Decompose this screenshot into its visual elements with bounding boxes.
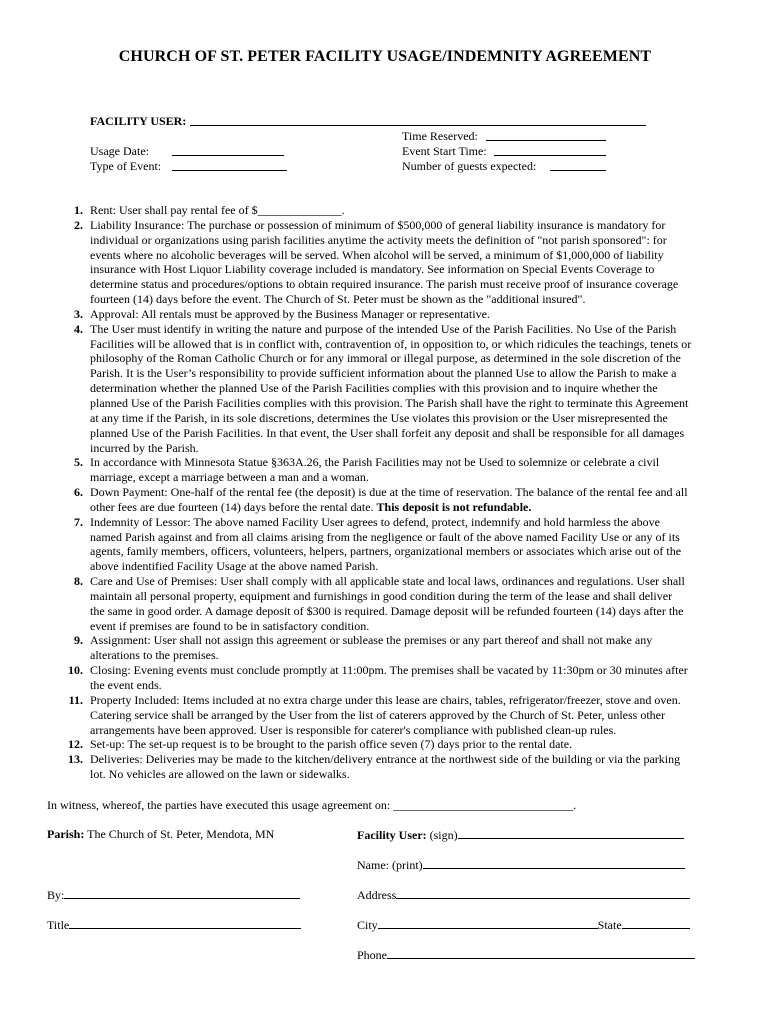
term-text: Liability Insurance: The purchase or possession of minimum of $500,000 of general liability insurance is mandatory for bbox=[90, 217, 666, 232]
term-text: determination whether the planned Use of the Parish Facilities complies with this provision and to inquire whether the bbox=[90, 381, 658, 396]
term-number: 12. bbox=[68, 737, 83, 752]
term-item bbox=[59, 574, 729, 633]
witness-statement: In witness, whereof, the parties have executed this usage agreement on: ______________________________. bbox=[47, 798, 577, 812]
address-field[interactable] bbox=[396, 887, 690, 899]
term-text: Indemnity of Lessor: The above named Facility User agrees to defend, protect, indemnify and hold harmless the above bbox=[90, 514, 660, 529]
term-text: marriage, except a marriage between a man and a woman. bbox=[90, 470, 369, 485]
term-text: Facilities will be allowed that is in conflict with, contravention of, in opposition to, or which ridicules the teachings, tenets or bbox=[90, 336, 692, 351]
by-line bbox=[47, 887, 300, 903]
term-text: incurred by the Parish. bbox=[90, 440, 199, 455]
address-label: Address bbox=[357, 888, 397, 902]
term-line bbox=[90, 633, 729, 648]
term-text: the event ends. bbox=[90, 678, 162, 692]
time-reserved-field[interactable] bbox=[486, 129, 606, 145]
term-line bbox=[90, 604, 729, 619]
term-line bbox=[90, 322, 729, 337]
term-line bbox=[90, 723, 729, 738]
term-line bbox=[90, 337, 729, 352]
title-line bbox=[47, 917, 301, 933]
event-start-time-label: Event Start Time: bbox=[402, 144, 487, 158]
state-label: State bbox=[597, 918, 622, 932]
term-text: Deliveries: Deliveries may be made to the kitchen/delivery entrance at the northwest side of the building or via the parking bbox=[90, 752, 681, 767]
term-line bbox=[90, 485, 729, 500]
term-line bbox=[90, 530, 729, 545]
term-text: above indentified Facility Usage at the above named Parish. bbox=[90, 559, 379, 574]
name-print-line bbox=[357, 857, 685, 873]
title-field[interactable] bbox=[69, 917, 301, 929]
term-text: Rent: User shall pay rental fee of $______________. bbox=[90, 203, 345, 217]
term-item bbox=[59, 485, 729, 515]
term-item bbox=[59, 455, 729, 485]
term-number: 13. bbox=[68, 752, 83, 767]
time-reserved-label: Time Reserved: bbox=[402, 129, 478, 143]
term-number: 1. bbox=[74, 203, 83, 217]
term-text: planned Use of the Parish Facilities complies with this provision. The Parish shall have the right to terminate this Agreement bbox=[90, 395, 689, 410]
term-line bbox=[90, 767, 729, 782]
term-item bbox=[59, 737, 729, 752]
term-line bbox=[90, 737, 729, 752]
term-line bbox=[90, 693, 729, 708]
term-item bbox=[59, 322, 729, 456]
term-text: planned Use of the Parish Facilities. In that event, the User shall forfeit any deposit and shall be responsible for all damages bbox=[90, 425, 685, 440]
type-of-event-field[interactable] bbox=[172, 159, 287, 175]
term-item bbox=[59, 633, 729, 663]
term-number: 8. bbox=[74, 574, 83, 589]
usage-date-field[interactable] bbox=[172, 144, 284, 160]
term-text: Approval: All rentals must be approved by the Business Manager or representative. bbox=[90, 306, 490, 321]
terms-list bbox=[59, 203, 729, 782]
type-of-event-label: Type of Event: bbox=[90, 159, 162, 173]
term-text: Assignment: User shall not assign this agreement or sublease the premises or any part thereof and shall not make any bbox=[90, 633, 653, 648]
term-item bbox=[59, 515, 729, 574]
term-line bbox=[90, 619, 729, 634]
term-number: 6. bbox=[74, 485, 83, 500]
title-label: Title bbox=[47, 918, 70, 932]
term-text: In accordance with Minnesota Statue §363A.26, the Parish Facilities may not be Used to solemnize or celebrate a civil bbox=[90, 455, 660, 470]
term-line bbox=[90, 559, 729, 574]
term-line bbox=[90, 248, 729, 263]
term-text: other fees are due fourteen (14) days before the rental date. bbox=[90, 499, 374, 514]
term-line bbox=[90, 441, 729, 456]
term-text: philosophy of the Roman Catholic Church or for any immoral or illegal purpose, as determined in the sole discretion of the bbox=[90, 351, 681, 366]
facility-user-field[interactable] bbox=[190, 114, 646, 130]
term-line bbox=[90, 470, 729, 485]
term-text: Closing: Evening events must conclude promptly at 11:00pm. The premises shall be vacated by 11:30pm or 30 minutes after bbox=[90, 663, 688, 678]
term-item bbox=[59, 752, 729, 782]
facility-user-sign-hint: (sign) bbox=[429, 828, 458, 842]
phone-field[interactable] bbox=[387, 947, 695, 959]
city-state-line bbox=[357, 917, 690, 933]
term-line bbox=[90, 663, 729, 678]
term-line bbox=[90, 307, 729, 322]
term-line bbox=[90, 500, 729, 515]
term-line bbox=[90, 277, 729, 292]
by-label: By: bbox=[47, 888, 65, 902]
term-text: at any time if the Parish, in its sole discretions, determines the Use violates this provision or the User misrepresented the bbox=[90, 410, 668, 425]
term-text: Down Payment: One-half of the rental fee (the deposit) is due at the time of reservation. The balance of the rental fee and all bbox=[90, 485, 688, 500]
city-field[interactable] bbox=[378, 917, 598, 929]
term-number: 10. bbox=[68, 663, 83, 678]
term-bold-note: This deposit is not refundable. bbox=[376, 499, 532, 514]
term-line bbox=[90, 752, 729, 767]
term-item bbox=[59, 693, 729, 738]
state-field[interactable] bbox=[622, 917, 690, 929]
term-line bbox=[90, 515, 729, 530]
term-text: Parish. It is the User’s responsibility to provide sufficient information about the planned Use to allow the Parish to make a bbox=[90, 366, 677, 381]
phone-line bbox=[357, 947, 695, 963]
term-text: fourteen (14) days before the event. The Church of St. Peter must be shown as the "additional insured". bbox=[90, 292, 586, 307]
term-line bbox=[90, 381, 729, 396]
term-text: maintain all personal property, equipment and furnishings in good condition during the term of the lease and shall deliver bbox=[90, 588, 673, 603]
guests-expected-field[interactable] bbox=[550, 159, 606, 175]
term-text: agents, family members, officers, volunteers, helpers, partners, organizational members or associates which arise out of the bbox=[90, 544, 682, 559]
term-line bbox=[90, 411, 729, 426]
address-line bbox=[357, 887, 690, 903]
term-text: Catering service shall be arranged by the User from the list of caterers approved by the Church of St. Peter, unless other bbox=[90, 707, 666, 722]
term-line bbox=[90, 262, 729, 277]
term-text: individual or organizations using parish facilities anytime the activity meets the definition of "not parish sponsored": for bbox=[90, 232, 667, 247]
term-line bbox=[90, 455, 729, 470]
term-text: alterations to the premises. bbox=[90, 648, 219, 663]
term-text: determine status and procedures/options to obtain required insurance. The parish must receive proof of insurance coverage bbox=[90, 277, 679, 292]
term-number: 4. bbox=[74, 321, 83, 336]
term-number: 11. bbox=[68, 692, 83, 707]
by-signature-field[interactable] bbox=[64, 887, 300, 899]
parish-value: The Church of St. Peter, Mendota, MN bbox=[87, 827, 275, 841]
term-line bbox=[90, 589, 729, 604]
term-text: named Parish against and from all claims arising from the negligence or fault of the above named Facility Use or any of its bbox=[90, 529, 680, 544]
term-line bbox=[90, 203, 729, 218]
facility-user-label: FACILITY USER: bbox=[90, 114, 187, 128]
parish-line bbox=[47, 827, 274, 842]
term-item bbox=[59, 218, 729, 307]
name-print-field[interactable] bbox=[423, 857, 685, 869]
term-line bbox=[90, 574, 729, 589]
term-line bbox=[90, 218, 729, 233]
term-text: The User must identify in writing the nature and purpose of the intended Use of the Parish Facilities. No Use of the Parish bbox=[90, 321, 677, 336]
term-number: 9. bbox=[74, 633, 83, 648]
term-number: 3. bbox=[74, 306, 83, 321]
term-line bbox=[90, 351, 729, 366]
term-text: the same in good order. A damage deposit of $300 is required. Damage deposit will be refunded fourteen (14) days after the bbox=[90, 603, 684, 618]
term-line bbox=[90, 648, 729, 663]
term-text: arrangements have been approved. User is responsible for caterer's compliance with published clean-up rules. bbox=[90, 722, 617, 737]
parish-label: Parish: bbox=[47, 827, 85, 841]
facility-user-sign-label: Facility User: bbox=[357, 828, 427, 842]
facility-user-signature-field[interactable] bbox=[458, 827, 684, 839]
document-title: CHURCH OF ST. PETER FACILITY USAGE/INDEMNITY AGREEMENT bbox=[118, 48, 652, 65]
phone-label: Phone bbox=[357, 948, 387, 962]
term-number: 7. bbox=[74, 514, 83, 529]
term-text: insurance with Host Liquor Liability coverage included is mandatory. See information on Special Events Coverage to bbox=[90, 262, 655, 277]
term-item bbox=[59, 663, 729, 693]
term-text: event if premises are found to be in satisfactory condition. bbox=[90, 618, 370, 633]
event-start-time-field[interactable] bbox=[494, 144, 606, 160]
term-line bbox=[90, 366, 729, 381]
term-line bbox=[90, 678, 729, 693]
term-text: Property Included: Items included at no extra charge under this lease are chairs, tables, refrigerator/freezer, stove and oven. bbox=[90, 692, 681, 707]
term-line bbox=[90, 292, 729, 307]
term-line bbox=[90, 544, 729, 559]
name-print-label: Name: (print) bbox=[357, 858, 423, 872]
term-text: events where no alcoholic beverages will be served. When alcohol will be served, a minimum of $1,000,000 of liability bbox=[90, 247, 664, 262]
city-label: City bbox=[357, 918, 378, 932]
term-number: 2. bbox=[74, 217, 83, 232]
guests-expected-label: Number of guests expected: bbox=[402, 159, 537, 173]
term-line bbox=[90, 708, 729, 723]
term-text: Set-up: The set-up request is to be brought to the parish office seven (7) days prior to the rental date. bbox=[90, 737, 573, 752]
usage-date-label: Usage Date: bbox=[90, 144, 149, 158]
term-item bbox=[59, 307, 729, 322]
term-line bbox=[90, 426, 729, 441]
term-text: Care and Use of Premises: User shall comply with all applicable state and local laws, ordinances and regulations. User shall bbox=[90, 574, 685, 589]
term-line bbox=[90, 396, 729, 411]
term-number: 5. bbox=[74, 455, 83, 470]
term-item bbox=[59, 203, 729, 218]
term-line bbox=[90, 233, 729, 248]
facility-user-sign-line bbox=[357, 827, 684, 843]
term-text: lot. No vehicles are allowed on the lawn or sidewalks. bbox=[90, 767, 350, 782]
